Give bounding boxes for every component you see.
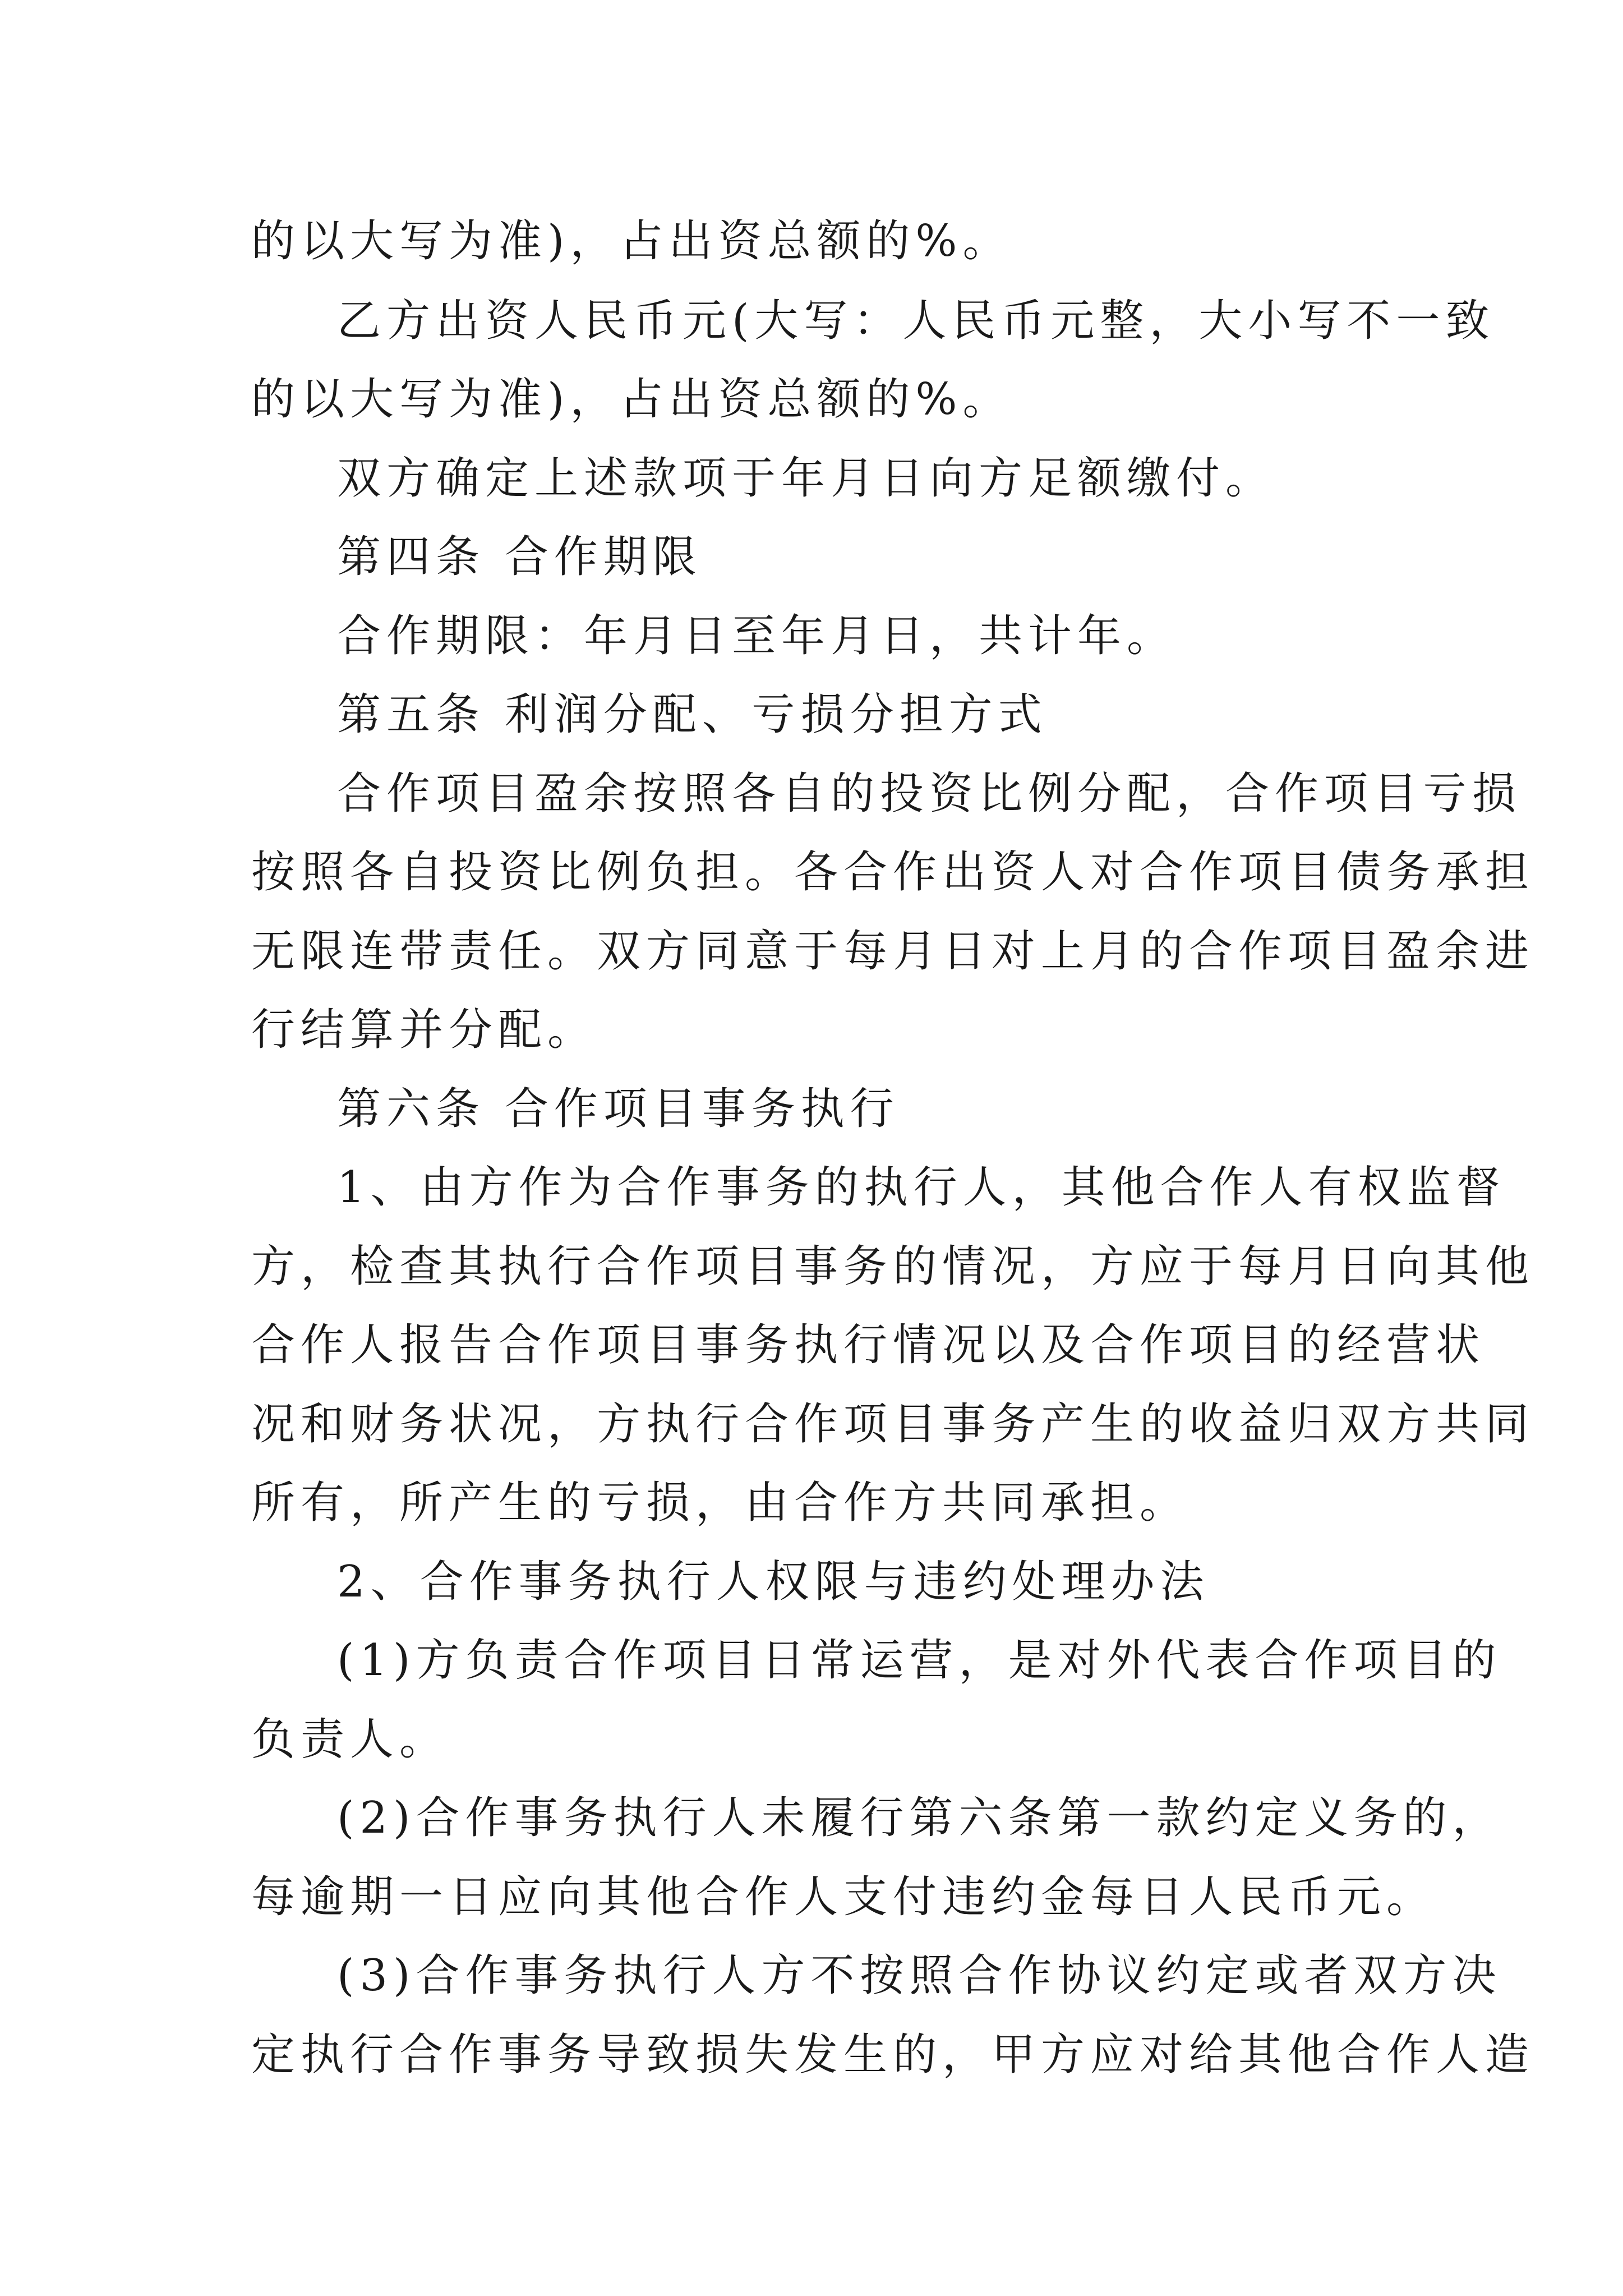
text-line bbox=[0, 2013, 1623, 2097]
text-line bbox=[0, 1618, 1623, 1703]
text-line-content: 合作人报告合作项目事务执行情况以及合作项目的经营状 bbox=[251, 1320, 1486, 1370]
text-line-content: 合作项目盈余按照各自的投资比例分配，合作项目亏损 bbox=[337, 769, 1522, 819]
text-line bbox=[0, 1225, 1623, 1309]
text-line-content: 按照各自投资比例负担。各合作出资人对合作项目债务承担 bbox=[251, 847, 1535, 898]
text-line-content: 负责人。 bbox=[251, 1714, 449, 1765]
text-line-content: 2、合作事务执行人权限与违约处理办法 bbox=[337, 1557, 1210, 1607]
text-line-content: (3)合作事务执行人方不按照合作协议约定或者双方决 bbox=[337, 1950, 1502, 2001]
text-line bbox=[0, 752, 1623, 836]
text-line bbox=[0, 594, 1623, 678]
text-line bbox=[0, 1697, 1623, 1782]
section-heading-text: 第六条 合作项目事务执行 bbox=[337, 1084, 900, 1134]
text-line-content: 行结算并分配。 bbox=[251, 1005, 597, 1055]
text-line bbox=[0, 1145, 1623, 1230]
text-line-content: 无限连带责任。双方同意于每月日对上月的合作项目盈余进 bbox=[251, 926, 1535, 977]
text-line-content: 所有，所产生的亏损，由合作方共同承担。 bbox=[251, 1478, 1189, 1528]
text-line bbox=[0, 357, 1623, 441]
text-line-content: 况和财务状况，方执行合作项目事务产生的收益归双方共同 bbox=[251, 1399, 1535, 1450]
text-line-content: (1)方负责合作项目日常运营，是对外代表合作项目的 bbox=[337, 1635, 1502, 1686]
text-line-content: 合作期限：年月日至年月日，共计年。 bbox=[337, 611, 1177, 661]
text-line bbox=[0, 1461, 1623, 1545]
section-heading-text: 第四条 合作期限 bbox=[337, 532, 702, 582]
text-line bbox=[0, 279, 1623, 363]
text-line bbox=[0, 909, 1623, 993]
text-line-content: 每逾期一日应向其他合作人支付违约金每日人民币元。 bbox=[251, 1872, 1436, 1922]
text-line-content: 定执行合作事务导致损失发生的，甲方应对给其他合作人造 bbox=[251, 2030, 1535, 2080]
text-line-content: 的以大写为准)，占出资总额的%。 bbox=[251, 374, 1012, 425]
text-line bbox=[0, 199, 1623, 283]
text-line bbox=[0, 1303, 1623, 1387]
text-line bbox=[0, 1540, 1623, 1624]
text-line bbox=[0, 1776, 1623, 1860]
text-line-content: (2)合作事务执行人未履行第六条第一款约定义务的， bbox=[337, 1793, 1502, 1843]
text-line bbox=[0, 1855, 1623, 1939]
text-line-content: 方，检查其执行合作项目事务的情况，方应于每月日向其他 bbox=[251, 1241, 1535, 1292]
text-line bbox=[0, 988, 1623, 1072]
section-heading-text: 第五条 利润分配、亏损分担方式 bbox=[337, 689, 1048, 740]
text-line-content: 1、由方作为合作事务的执行人，其他合作人有权监督 bbox=[337, 1162, 1506, 1213]
text-line bbox=[0, 1934, 1623, 2018]
section-heading bbox=[0, 673, 1623, 757]
section-heading bbox=[0, 515, 1623, 599]
text-line bbox=[0, 1382, 1623, 1466]
text-line-content: 双方确定上述款项于年月日向方足额缴付。 bbox=[337, 453, 1275, 504]
text-line bbox=[0, 436, 1623, 521]
text-line-content: 乙方出资人民币元(大写：人民币元整，大小写不一致 bbox=[337, 296, 1495, 346]
section-heading bbox=[0, 1067, 1623, 1151]
text-line bbox=[0, 830, 1623, 914]
text-line-content: 的以大写为准)，占出资总额的%。 bbox=[251, 216, 1012, 266]
